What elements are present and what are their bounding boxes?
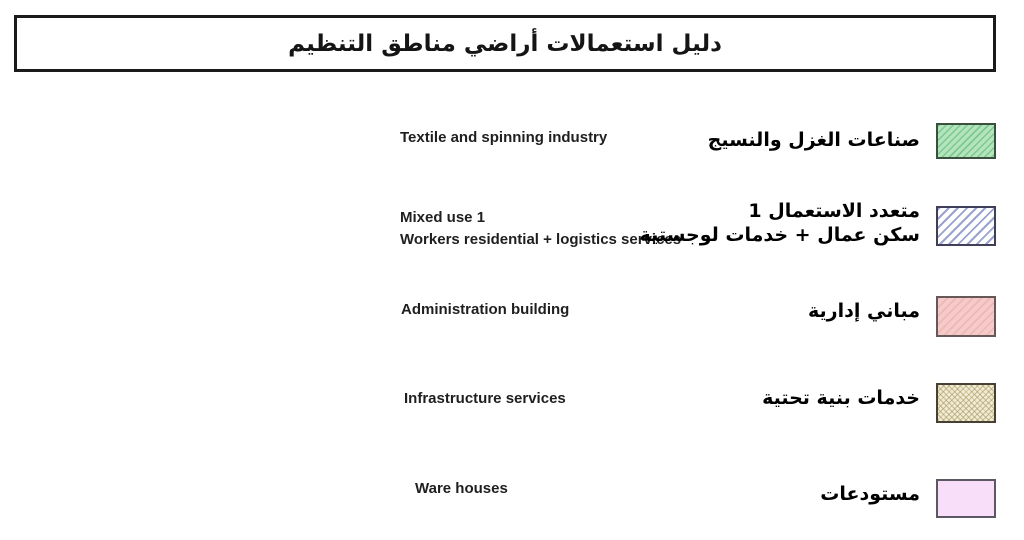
- legend-label-ar-mixed-use-line2: سكن عمال + خدمات لوجستية: [639, 224, 920, 246]
- legend-label-en-administration: Administration building: [401, 301, 570, 318]
- title-box: [14, 15, 996, 72]
- legend-label-ar-administration: مباني إدارية: [808, 300, 920, 322]
- textile-color-swatch: [936, 123, 996, 159]
- legend-label-en-warehouses: Ware houses: [415, 480, 508, 497]
- page-title: دليل استعمالات أراضي مناطق التنظيم: [288, 30, 722, 57]
- mixed-use-color-swatch: [936, 206, 996, 246]
- legend-label-en-textile: Textile and spinning industry: [400, 129, 608, 146]
- administration-color-swatch: [936, 296, 996, 337]
- legend-label-en-mixed-use-line1: Mixed use 1: [400, 209, 486, 226]
- legend-label-en-mixed-use-line2: Workers residential + logistics services: [400, 231, 682, 248]
- infrastructure-color-swatch: [936, 383, 996, 423]
- legend-label-ar-mixed-use: [640, 199, 920, 247]
- legend-label-ar-infrastructure: خدمات بنية تحتية: [762, 387, 920, 409]
- legend-label-ar-warehouses: مستودعات: [820, 483, 920, 505]
- warehouses-color-swatch: [936, 479, 996, 518]
- legend-label-ar-textile: صناعات الغزل والنسيج: [707, 129, 920, 151]
- legend-label-ar-mixed-use-line1: متعدد الاستعمال 1: [748, 200, 920, 222]
- legend-label-en-infrastructure: Infrastructure services: [404, 390, 566, 407]
